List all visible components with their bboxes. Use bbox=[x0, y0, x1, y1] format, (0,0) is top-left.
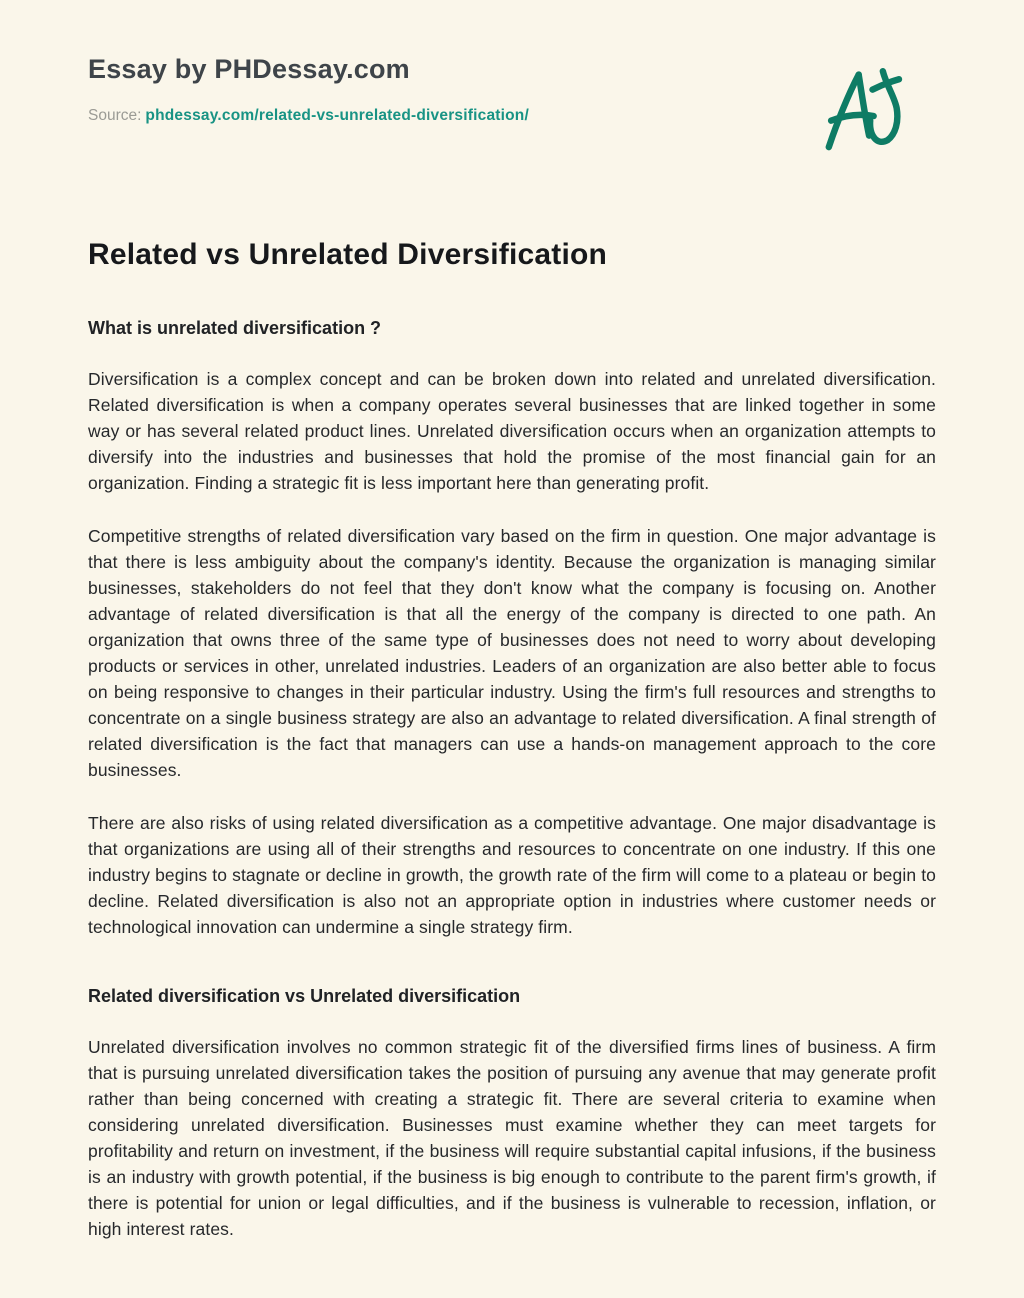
source-link[interactable]: phdessay.com/related-vs-unrelated-diversification/ bbox=[145, 107, 529, 124]
paragraph: Competitive strengths of related diversification vary based on the firm in question. One major advantage is that there is less ambiguity about the company's identity. Because the organization is managing similar businesses, stakeholders do not feel that they don't know what the company is focusing on. Another advantage of related diversification is that all the energy of the company is directed to one path. An organization that owns three of the same type of businesses does not need to worry about developing products or services in other, unrelated industries. Leaders of an organization are also better able to focus on being responsive to changes in their particular industry. Using the firm's full resources and strengths to concentrate on a single business strategy are also an advantage to related diversification. A final strength of related diversification is the fact that managers can use a hands-on management approach to the core businesses. bbox=[88, 526, 936, 780]
paragraph: Diversification is a complex concept and can be broken down into related and unrelated diversification. Related diversification is when a company operates several businesses that are linked together in some way or has several related product lines. Unrelated diversification occurs when an organization attempts to diversify into the industries and businesses that hold the promise of the most financial gain for an organization. Finding a strategic fit is less important here than generating profit. bbox=[88, 369, 936, 493]
paragraph: There are also risks of using related diversification as a competitive advantage. One major disadvantage is that organizations are using all of their strengths and resources to concentrate on one industry. If this one industry begins to stagnate or decline in growth, the growth rate of the firm will come to a plateau or begin to decline. Related diversification is also not an appropriate option in industries where customer needs or technological innovation can undermine a single strategy firm. bbox=[88, 813, 936, 937]
document-header bbox=[88, 48, 936, 168]
paragraph: Unrelated diversification involves no common strategic fit of the diversified firms lines of business. A firm that is pursuing unrelated diversification takes the position of pursuing any avenue that may generate profit rather than being concerned with creating a strategic fit. There are several criteria to examine when considering unrelated diversification. Businesses must examine whether they can meet targets for profitability and return on investment, if the business will require substantial capital infusions, if the business is an industry with growth potential, if the business is big enough to contribute to the parent firm's growth, if there is potential for union or legal difficulties, and if the business is vulnerable to recession, inflation, or high interest rates. bbox=[88, 1037, 936, 1239]
site-header-title: Essay by PHDessay.com bbox=[88, 54, 410, 84]
source-label: Source: bbox=[88, 107, 142, 124]
essay-title: Related vs Unrelated Diversification bbox=[88, 238, 608, 271]
source-line bbox=[88, 107, 815, 125]
section-heading-what-is-unrelated-diversification: What is unrelated diversification ? bbox=[88, 318, 382, 338]
section-heading-related-vs-unrelated: Related diversification vs Unrelated diversification bbox=[88, 986, 521, 1006]
phdessay-aplus-logo-icon bbox=[815, 48, 930, 168]
